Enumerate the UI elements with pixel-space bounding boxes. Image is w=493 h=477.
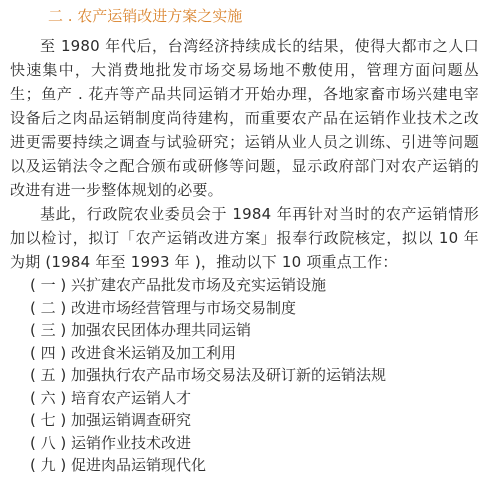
list-item: ( 二 ) 改进市场经营管理与市场交易制度: [30, 298, 297, 317]
key-tasks-list: [10, 274, 479, 477]
list-item: ( 六 ) 培育农产运销人才: [30, 388, 192, 407]
paragraph-background: 至 1980 年代后，台湾经济持续成长的结果，使得大都市之人口快速集中，大消费地批发市场交易场地不敷使用，管理方面问题丛生；鱼产 . 花卉等产品共同运销才开始办理，各地家畜市场兴建电宰设备后之肉品运销制度尚待建构，而重要农产品在运销作业技术之改进更需要持续之调查与试验研究；运销从业人员之训练、引进等问题以及运销法令之配合颁布或研修等问题，显示政府部门对农产运销的改进有进一步整体规划的必要。: [10, 37, 479, 199]
paragraph-plan-intro: 基此，行政院农业委员会于 1984 年再针对当时的农产运销情形加以检讨，拟订「农产运销改进方案」报奉行政院核定，拟以 10 年为期 (1984 年至 1993 年 )，推动以下 10 项重点工作：: [10, 205, 479, 271]
list-item: ( 八 ) 运销作业技术改进: [30, 433, 192, 452]
list-item: ( 四 ) 改进食米运销及加工利用: [30, 343, 237, 362]
list-item: ( 一 ) 兴扩建农产品批发市场及充实运销设施: [30, 276, 327, 294]
list-item: ( 三 ) 加强农民团体办理共同运销: [30, 321, 252, 339]
section-heading: 二 . 农产运销改进方案之实施: [48, 7, 243, 25]
list-item: ( 五 ) 加强执行农产品市场交易法及研订新的运销法规: [30, 366, 387, 384]
list-item: ( 七 ) 加强运销调查研究: [30, 411, 192, 429]
list-item: ( 九 ) 促进肉品运销现代化: [30, 456, 207, 474]
